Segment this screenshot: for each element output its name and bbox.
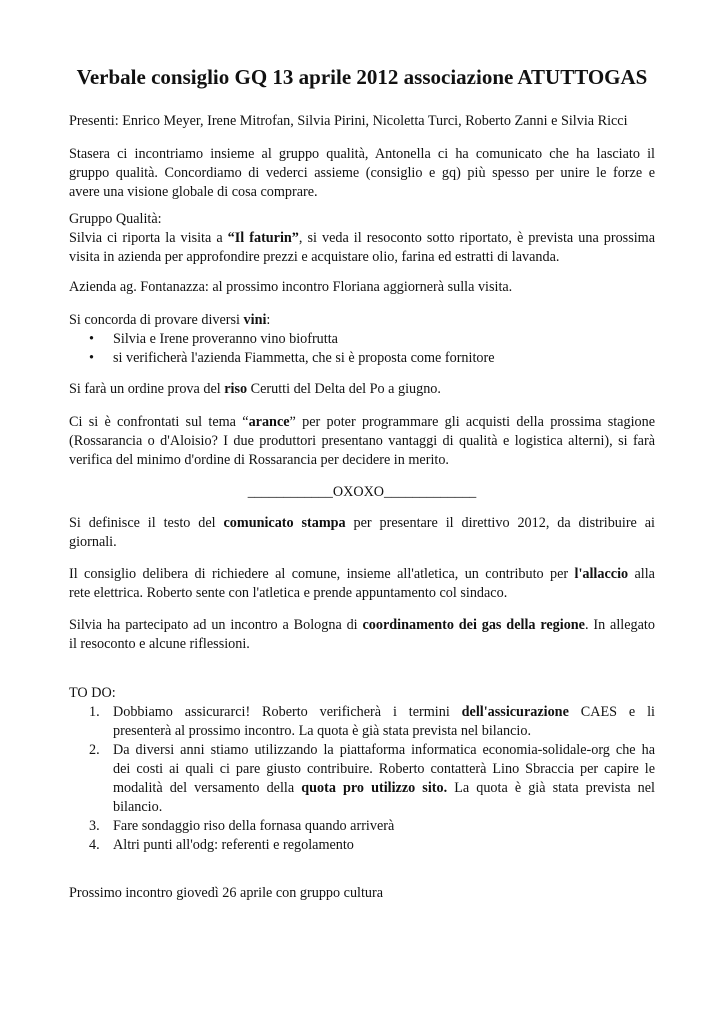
riso-text: Si farà un ordine prova del riso Cerutti del Delta del Po a giugno.: [69, 381, 441, 397]
todo-2-line-3: modalità del versamento della quota pro utilizzo sito. La quota è già stata prevista nel: [113, 780, 655, 796]
intro-line-1: Stasera ci incontriamo insieme al gruppo qualità, Antonella ci ha comunicato che ha lasciato il: [69, 146, 655, 162]
todo-2-line-4: bilancio.: [113, 799, 163, 815]
document-title: Verbale consiglio GQ 13 aprile 2012 associazione ATUTTOGAS: [76, 65, 648, 89]
fontanazza-paragraph: [69, 278, 655, 297]
next-meeting-text: Prossimo incontro giovedì 26 aprile con gruppo cultura: [69, 885, 384, 901]
vini-section: [69, 311, 655, 368]
comunicato-line-2: giornali.: [69, 534, 117, 550]
comunicato-paragraph: [69, 514, 655, 552]
bologna-line-2: il resoconto e alcune riflessioni.: [69, 636, 250, 652]
allaccio-line-1: Il consiglio delibera di richiedere al comune, insieme all'atletica, un contributo per l'allaccio alla: [69, 566, 655, 582]
allaccio-paragraph: [69, 565, 655, 603]
next-meeting-paragraph: [69, 884, 655, 903]
todo-number: 3.: [89, 818, 100, 834]
todo-list: [69, 703, 655, 855]
gq-line-2: visita in azienda per approfondire prezzi e acquistare olio, farina ed estratti di lavanda.: [69, 249, 560, 265]
todo-item-3: [69, 817, 655, 836]
vini-bullet-list: [69, 330, 655, 368]
todo-2-line-1: Da diversi anni stiamo utilizzando la piattaforma informatica economia-solidale-org che ha: [113, 742, 655, 758]
todo-number: 4.: [89, 837, 100, 853]
todo-2-line-2: dei costi ai quali ci pare giusto contribuire. Roberto contatterà Lino Sbraccia per capire le: [113, 761, 655, 777]
todo-number: 1.: [89, 704, 100, 720]
bologna-line-1: Silvia ha partecipato ad un incontro a Bologna di coordinamento dei gas della regione. In allegato: [69, 617, 655, 633]
arance-line-3: verifica del minimo d'ordine di Rossarancia per decidere in merito.: [69, 452, 449, 468]
arance-paragraph: [69, 413, 655, 470]
bologna-paragraph: [69, 616, 655, 654]
attendees-line: [69, 112, 655, 131]
arance-line-2: (Rossarancia o d'Aloisio? I due produttori presentano vantaggi di qualità e logistica alterni), si farà: [69, 433, 655, 449]
todo-3-text: Fare sondaggio riso della fornasa quando arriverà: [113, 818, 395, 834]
todo-1-line-2: presenterà al prossimo incontro. La quota è già stata prevista nel bilancio.: [113, 723, 531, 739]
todo-1-line-1: Dobbiamo assicurarci! Roberto verificherà i termini dell'assicurazione CAES e li: [113, 704, 655, 720]
todo-item-4: [69, 836, 655, 855]
arance-line-1: Ci si è confrontati sul tema “arance” per poter programmare gli acquisti della prossima stagione: [69, 414, 655, 430]
todo-item-1: [69, 703, 655, 741]
section-separator: ____________OXOXO_____________: [247, 484, 477, 500]
todo-number: 2.: [89, 742, 100, 758]
riso-paragraph: [69, 380, 655, 399]
fontanazza-text: Azienda ag. Fontanazza: al prossimo incontro Floriana aggiornerà sulla visita.: [69, 279, 513, 295]
gq-heading: Gruppo Qualità:: [69, 211, 162, 227]
list-item: • Silvia e Irene proveranno vino biofrutta: [69, 330, 655, 349]
intro-line-3: avere una visione globale di cosa comprare.: [69, 184, 318, 200]
todo-heading: TO DO:: [69, 685, 116, 701]
vini-intro: Si concorda di provare diversi vini:: [69, 312, 271, 328]
intro-line-2: gruppo qualità. Concordiamo di vederci assieme (consiglio e gq) più spesso per unire le forze e: [69, 165, 655, 181]
intro-paragraph: [69, 145, 655, 202]
attendees-text: Presenti: Enrico Meyer, Irene Mitrofan, Silvia Pirini, Nicoletta Turci, Roberto Zanni e Silvia Ricci: [69, 113, 628, 129]
allaccio-line-2: rete elettrica. Roberto sente con l'atletica e prende appuntamento col sindaco.: [69, 585, 508, 601]
todo-section: [69, 684, 655, 855]
gq-line-1: Silvia ci riporta la visita a “Il faturin”, si veda il resoconto sotto riportato, è prevista una prossima: [69, 230, 656, 246]
comunicato-line-1: Si definisce il testo del comunicato stampa per presentare il direttivo 2012, da distribuire ai: [69, 515, 655, 531]
todo-item-2: [69, 741, 655, 817]
todo-4-text: Altri punti all'odg: referenti e regolamento: [113, 837, 354, 853]
gruppo-qualita-section: [69, 210, 655, 267]
list-item: • si verificherà l'azienda Fiammetta, che si è proposta come fornitore: [69, 349, 655, 368]
